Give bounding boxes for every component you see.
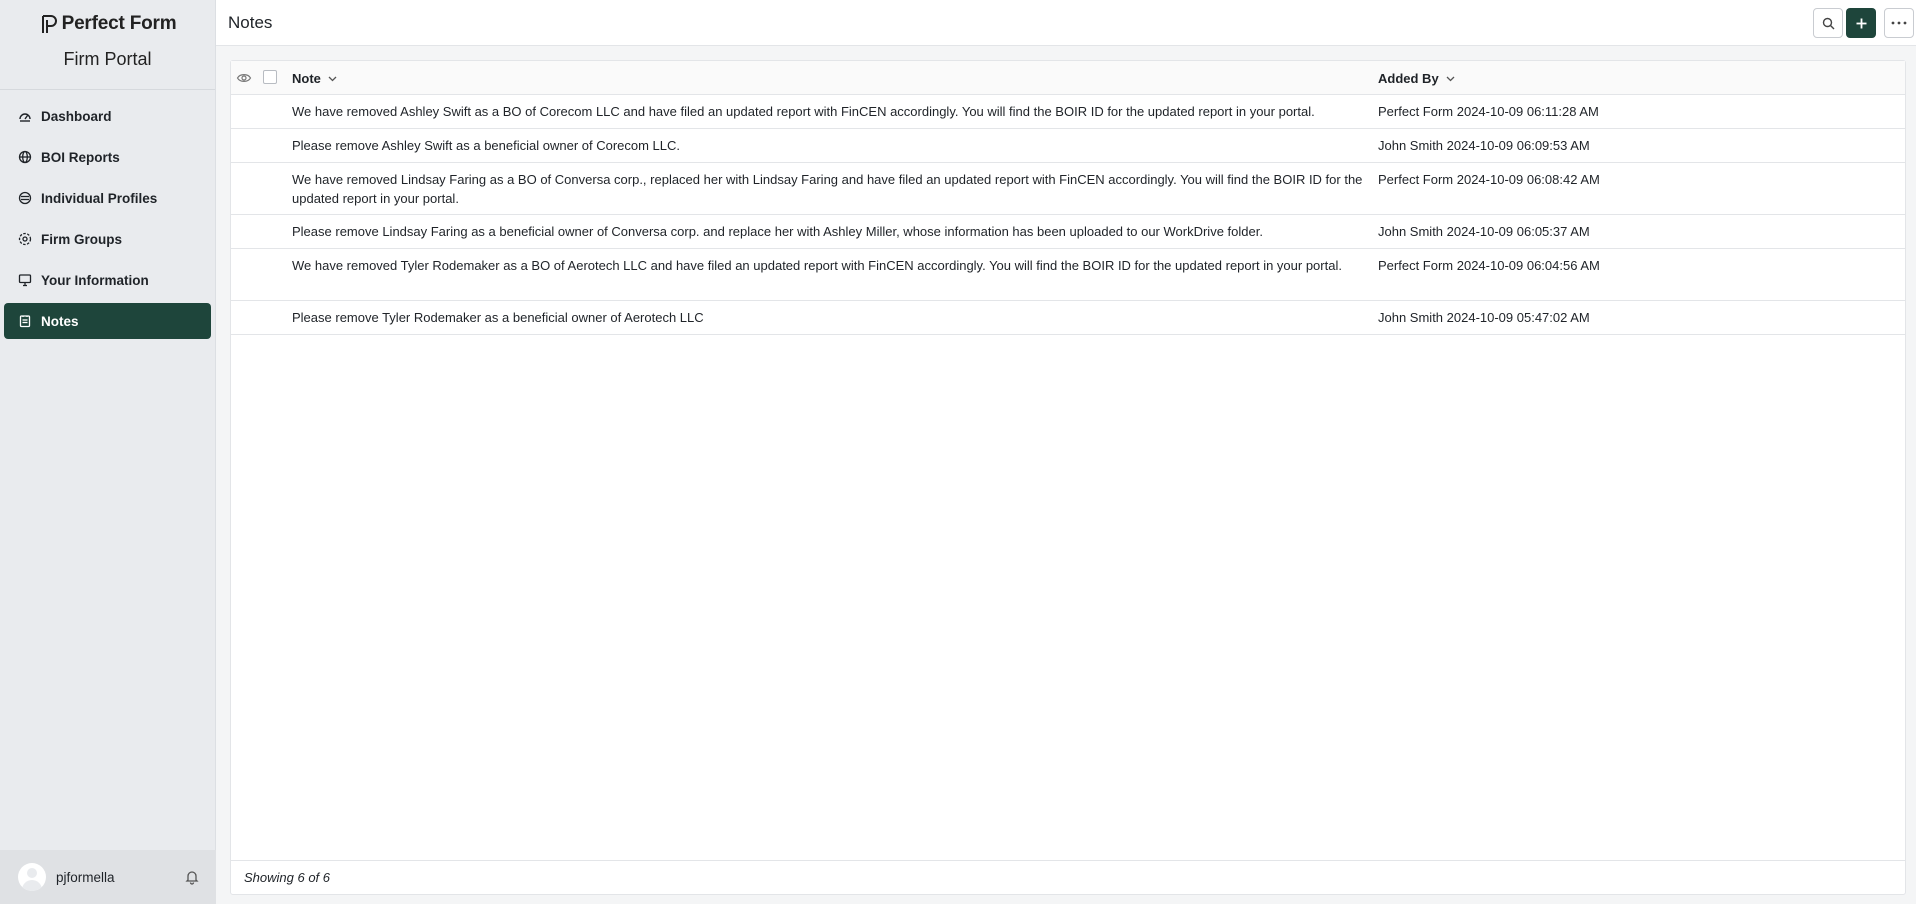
note-cell: Please remove Lindsay Faring as a beneficial owner of Conversa corp. and replace her with Ashley Miller, whose information has been uploaded to our WorkDrive folder. bbox=[292, 224, 1263, 239]
select-all-checkbox[interactable] bbox=[263, 70, 277, 84]
table-row[interactable] bbox=[231, 249, 1905, 301]
plus-icon bbox=[1855, 17, 1868, 30]
user-bar bbox=[0, 850, 216, 904]
note-cell: Please remove Ashley Swift as a beneficial owner of Corecom LLC. bbox=[292, 138, 681, 153]
notes-icon bbox=[18, 314, 32, 328]
note-cell: Please remove Tyler Rodemaker as a beneficial owner of Aerotech LLC bbox=[292, 310, 704, 325]
added-by-cell: Perfect Form 2024-10-09 06:08:42 AM bbox=[1378, 172, 1600, 187]
added-by-cell: John Smith 2024-10-09 06:05:37 AM bbox=[1378, 224, 1590, 239]
groups-icon bbox=[18, 232, 32, 246]
column-header-added-by[interactable] bbox=[1378, 61, 1456, 95]
notes-table bbox=[230, 60, 1906, 895]
table-footer: Showing 6 of 6 bbox=[231, 860, 1905, 894]
username[interactable]: pjformella bbox=[56, 869, 115, 885]
sidebar-item-dashboard[interactable] bbox=[4, 98, 211, 134]
added-by-cell: Perfect Form 2024-10-09 06:11:28 AM bbox=[1378, 104, 1599, 119]
note-cell: We have removed Ashley Swift as a BO of Corecom LLC and have filed an updated report with FinCEN accordingly. You will find the BOIR ID for the updated report in your portal. bbox=[292, 104, 1315, 119]
sidebar-item-label: Notes bbox=[41, 313, 79, 329]
more-horizontal-icon bbox=[1891, 21, 1907, 25]
table-row[interactable] bbox=[231, 301, 1905, 335]
sidebar-item-boi-reports[interactable] bbox=[4, 139, 211, 175]
sidebar-item-label: Firm Groups bbox=[41, 231, 123, 247]
profile-icon bbox=[18, 191, 32, 205]
search-icon bbox=[1822, 17, 1835, 30]
bell-icon[interactable] bbox=[184, 869, 200, 885]
chevron-down-icon bbox=[327, 73, 338, 84]
table-header bbox=[231, 61, 1905, 95]
monitor-icon bbox=[18, 273, 32, 287]
more-options-button[interactable] bbox=[1884, 8, 1914, 38]
table-row[interactable] bbox=[231, 215, 1905, 249]
column-header-label: Note bbox=[292, 70, 321, 86]
search-button[interactable] bbox=[1813, 8, 1843, 38]
note-cell: We have removed Tyler Rodemaker as a BO of Aerotech LLC and have filed an updated report with FinCEN accordingly. You will find the BOIR ID for the updated report in your portal. bbox=[292, 258, 1342, 273]
sidebar-item-label: Dashboard bbox=[41, 108, 112, 124]
brand-name: Perfect Form bbox=[61, 13, 177, 34]
add-note-button[interactable] bbox=[1846, 8, 1876, 38]
eye-icon[interactable] bbox=[236, 70, 252, 86]
sidebar-item-firm-groups[interactable] bbox=[4, 221, 211, 257]
globe-icon bbox=[18, 150, 32, 164]
sidebar-item-notes[interactable] bbox=[4, 303, 211, 339]
table-row[interactable] bbox=[231, 129, 1905, 163]
added-by-cell: John Smith 2024-10-09 06:09:53 AM bbox=[1378, 138, 1590, 153]
added-by-cell: John Smith 2024-10-09 05:47:02 AM bbox=[1378, 310, 1590, 325]
sidebar-item-individual-profiles[interactable] bbox=[4, 180, 211, 216]
page-title: Notes bbox=[228, 12, 273, 32]
perfect-form-logo-icon bbox=[39, 13, 59, 35]
table-row[interactable] bbox=[231, 95, 1905, 129]
portal-name: Firm Portal bbox=[63, 49, 152, 69]
sidebar-nav bbox=[0, 90, 215, 339]
table-row[interactable] bbox=[231, 163, 1905, 215]
sidebar-item-your-information[interactable] bbox=[4, 262, 211, 298]
dashboard-icon bbox=[18, 109, 32, 123]
column-header-note[interactable] bbox=[292, 61, 338, 95]
brand-logo[interactable] bbox=[39, 13, 177, 35]
sidebar-item-label: BOI Reports bbox=[41, 149, 120, 165]
column-header-label: Added By bbox=[1378, 70, 1439, 86]
main-content bbox=[216, 0, 1916, 904]
sidebar bbox=[0, 0, 216, 904]
sidebar-item-label: Your Information bbox=[41, 272, 149, 288]
chevron-down-icon bbox=[1445, 73, 1456, 84]
top-bar bbox=[216, 0, 1916, 46]
brand-area bbox=[0, 0, 215, 90]
avatar[interactable] bbox=[18, 863, 46, 891]
note-cell: We have removed Lindsay Faring as a BO of Conversa corp., replaced her with Lindsay Faring and have filed an updated report with FinCEN accordingly. You will find the BOIR ID for the updated report in your portal. bbox=[292, 172, 1363, 206]
sidebar-item-label: Individual Profiles bbox=[41, 190, 158, 206]
added-by-cell: Perfect Form 2024-10-09 06:04:56 AM bbox=[1378, 258, 1600, 273]
